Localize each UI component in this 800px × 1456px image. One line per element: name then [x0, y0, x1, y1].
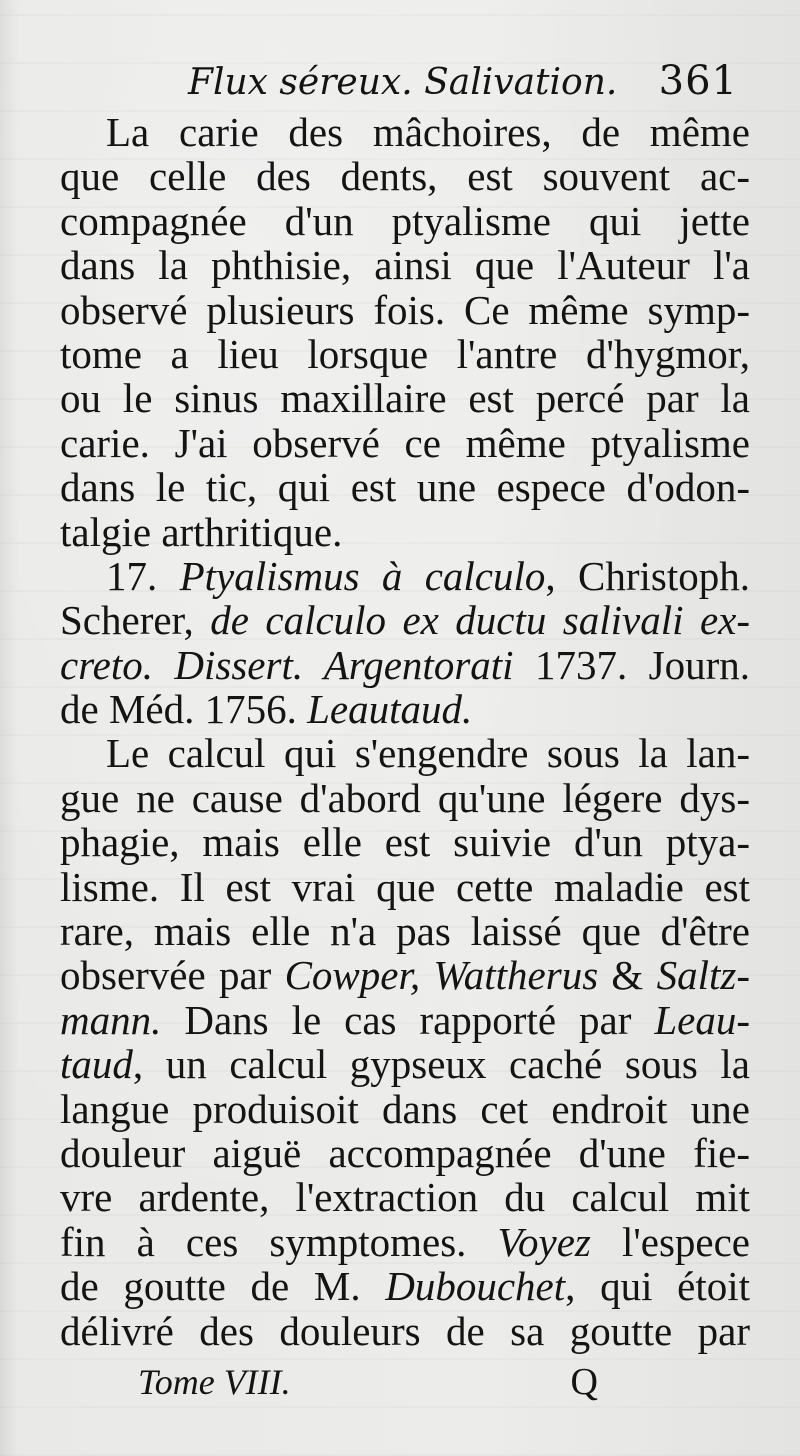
text-line: [60, 865, 750, 909]
text-segment: rare, mais elle n'a pas laissé que d'être: [60, 908, 750, 955]
page-number: 361: [658, 58, 738, 104]
text-segment: délivré des douleurs de sa goutte par: [60, 1307, 750, 1354]
text-line: [60, 820, 750, 864]
text-line: [60, 554, 750, 598]
italic-segment: creto. Dissert. Argentorati: [60, 641, 514, 688]
text-segment: Le calcul qui s'engendre sous la lan-: [106, 730, 750, 777]
text-line: [60, 1309, 750, 1353]
text-segment: &: [598, 952, 657, 999]
text-line: [60, 953, 750, 997]
text-line: [60, 465, 750, 509]
text-segment: observée par: [60, 952, 285, 999]
italic-segment: Dubouchet: [385, 1263, 566, 1310]
text-segment: ou le sinus maxillaire est percé par la: [60, 375, 750, 422]
text-line: [60, 243, 750, 287]
text-segment: dans le tic, qui est une espece d'odon-: [60, 464, 750, 511]
text-segment: Dans le cas rapporté par: [161, 996, 655, 1043]
text-segment: , qui étoit: [565, 1263, 750, 1310]
italic-segment: Voyez: [497, 1218, 591, 1265]
text-segment: , Christoph.: [545, 552, 750, 599]
volume-label: Tome VIII.: [138, 1362, 291, 1402]
text-line: [60, 1264, 750, 1308]
text-line: [60, 1131, 750, 1175]
page-footer: [138, 1360, 608, 1410]
text-line: [60, 1042, 750, 1086]
text-segment: langue produisoit dans cet endroit une: [60, 1085, 750, 1132]
italic-segment: Cowper, Wattherus: [284, 952, 599, 999]
text-line: [60, 998, 750, 1042]
text-segment: tome a lieu lorsque l'antre d'hygmor,: [60, 330, 750, 377]
text-line: [60, 376, 750, 420]
text-segment: 17.: [106, 552, 180, 599]
text-segment: l'espece: [590, 1218, 750, 1265]
text-line: [60, 421, 750, 465]
text-line: [60, 909, 750, 953]
text-line: [60, 1087, 750, 1131]
text-segment: 1737. Journ.: [513, 641, 750, 688]
text-line: [60, 643, 750, 687]
text-segment: talgie arthritique.: [60, 508, 343, 555]
page-header: [188, 58, 738, 110]
text-segment: Scherer,: [60, 597, 211, 644]
text-segment: La carie des mâchoires, de même: [106, 109, 750, 155]
body-text: [60, 110, 750, 1353]
text-line: [60, 1175, 750, 1219]
text-line: [60, 731, 750, 775]
text-line: [60, 1220, 750, 1264]
text-segment: douleur aiguë accompagnée d'une fie-: [60, 1129, 750, 1176]
text-segment: gue ne cause d'abord qu'une légere dys-: [60, 774, 750, 821]
text-segment: de goutte de M.: [60, 1263, 386, 1310]
italic-segment: Saltz-: [656, 952, 750, 999]
text-segment: observé plusieurs fois. Ce même symp-: [60, 286, 750, 333]
running-title: Flux séreux. Salivation.: [188, 62, 618, 103]
italic-segment: mann.: [60, 996, 162, 1043]
italic-segment: Ptyalismus à calculo: [179, 552, 546, 599]
text-line: [60, 776, 750, 820]
text-line: [60, 598, 750, 642]
text-segment: de Méd. 1756.: [60, 686, 308, 733]
text-line: [60, 687, 750, 731]
text-segment: carie. J'ai observé ce même ptyalisme: [60, 419, 750, 466]
text-segment: compagnée d'un ptyalisme qui jette: [60, 197, 750, 244]
italic-segment: de calculo ex ductu salivali ex-: [210, 597, 750, 644]
text-line: [60, 510, 750, 554]
italic-segment: Leautaud.: [307, 686, 473, 733]
text-segment: que celle des dents, est souvent ac-: [60, 153, 750, 200]
italic-segment: Leau-: [654, 996, 750, 1043]
text-line: [60, 154, 750, 198]
text-line: [60, 199, 750, 243]
text-line: [60, 288, 750, 332]
text-segment: dans la phthisie, ainsi que l'Auteur l'a: [60, 242, 750, 289]
text-segment: phagie, mais elle est suivie d'un ptya-: [60, 819, 750, 866]
text-segment: fin à ces symptomes.: [60, 1218, 498, 1265]
text-segment: vre ardente, l'extraction du calcul mit: [60, 1174, 750, 1221]
text-line: [60, 110, 750, 154]
text-segment: , un calcul gypseux caché sous la: [132, 1041, 750, 1088]
italic-segment: taud: [60, 1041, 133, 1088]
text-line: [60, 332, 750, 376]
text-segment: lisme. Il est vrai que cette maladie est: [60, 863, 750, 910]
signature-mark: Q: [570, 1361, 598, 1403]
